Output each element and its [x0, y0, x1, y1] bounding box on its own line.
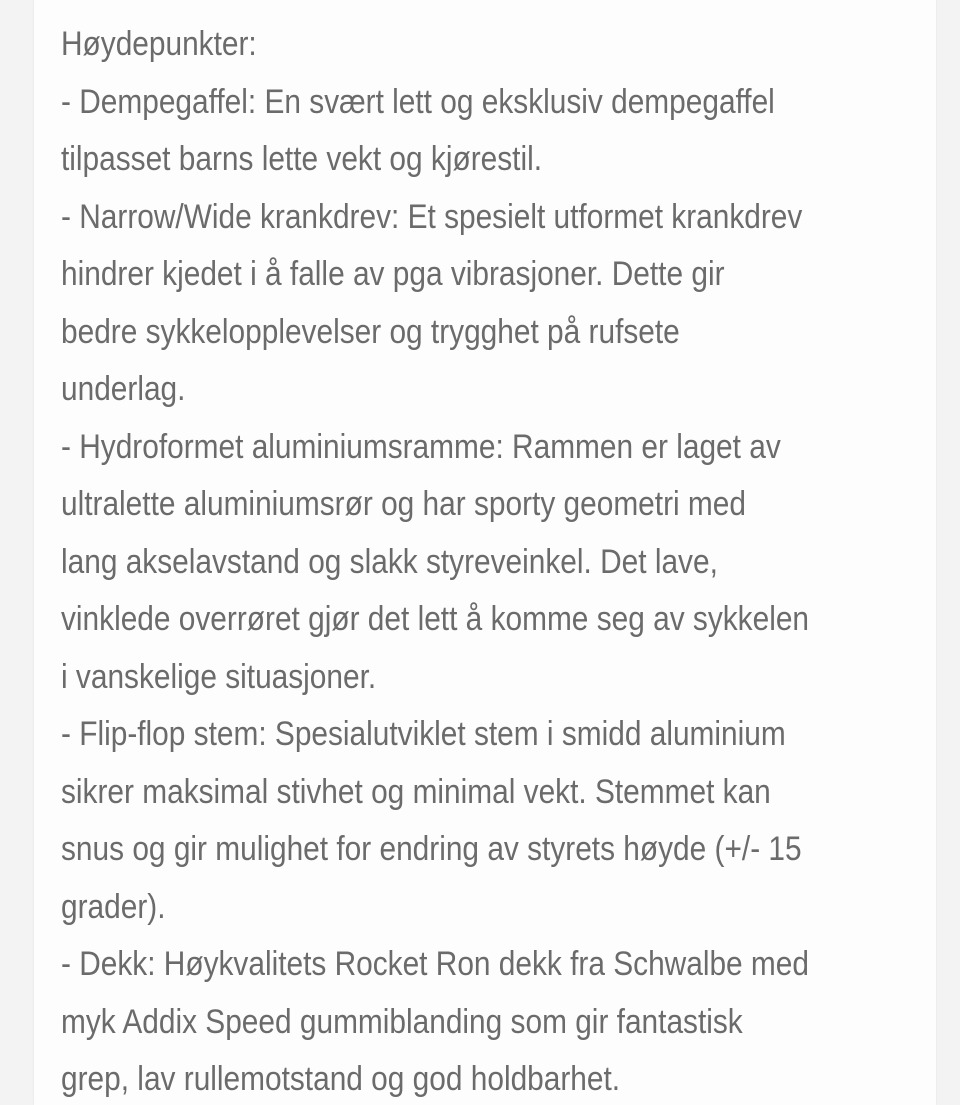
- text-line: hindrer kjedet i å falle av pga vibrasjoner. Dette gir: [61, 255, 725, 293]
- text-line: ultralette aluminiumsrør og har sporty geometri med: [61, 485, 746, 523]
- text-line: - Dekk: Høykvalitets Rocket Ron dekk fra Schwalbe med: [61, 945, 809, 983]
- text-line: bedre sykkelopplevelser og trygghet på rufsete: [61, 312, 680, 351]
- text-line: grader).: [61, 887, 166, 926]
- text-line: - Flip-flop stem: Spesialutviklet stem i smidd aluminium: [61, 715, 786, 753]
- text-line: underlag.: [61, 370, 186, 408]
- product-description-panel: [34, 0, 936, 1105]
- text-line: - Dempegaffel: En svært lett og eksklusiv dempegaffel: [61, 82, 775, 121]
- text-line: lang akselavstand og slakk styreveinkel. Det lave,: [61, 542, 718, 581]
- text-line: i vanskelige situasjoner.: [61, 657, 377, 696]
- text-line: - Narrow/Wide krankdrev: Et spesielt utformet krankdrev: [61, 197, 803, 236]
- text-line: tilpasset barns lette vekt og kjørestil.: [61, 140, 542, 178]
- product-highlights-text: [61, 16, 921, 1105]
- text-line: - Hydroformet aluminiumsramme: Rammen er laget av: [61, 427, 781, 466]
- text-line: sikrer maksimal stivhet og minimal vekt. Stemmet kan: [61, 772, 771, 811]
- text-line: myk Addix Speed gummiblanding som gir fantastisk: [61, 1002, 743, 1041]
- text-line: vinklede overrøret gjør det lett å komme seg av sykkelen: [61, 600, 810, 638]
- highlights-heading: Høydepunkter:: [61, 25, 257, 63]
- text-line: grep, lav rullemotstand og god holdbarhet.: [61, 1060, 621, 1098]
- text-line: snus og gir mulighet for endring av styrets høyde (+/- 15: [61, 830, 802, 868]
